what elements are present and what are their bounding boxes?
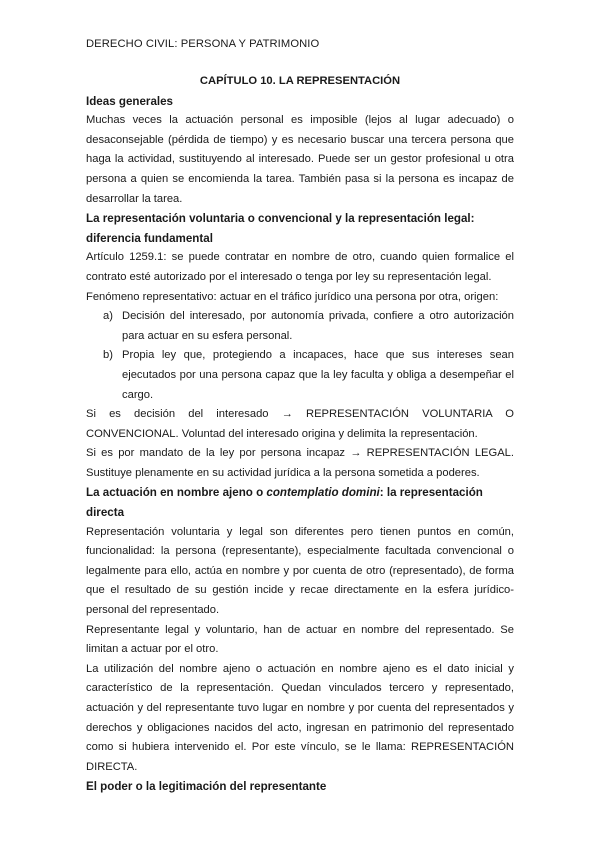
list-item-text: Propia ley que, protegiendo a incapaces, hace que sus intereses sean ejecutados por una persona capaz que la ley faculta y obliga a desempeñar el cargo.: [122, 349, 514, 401]
section-heading-poder: El poder o la legitimación del representante: [86, 780, 327, 794]
paragraph-actuacion-1: Representación voluntaria y legal son diferentes pero tienen puntos en común, funcionalidad: la persona (representante), especialmente facultada convencional o legalmente para ello, actúa en nombre y por cuenta de otro (representado), de forma que el resultado de su gestión incide y recae directamente en la esfera jurídico-personal del representado.: [86, 525, 514, 617]
heading-text: La actuación en nombre ajeno o: [86, 486, 267, 500]
paragraph-voluntaria-4: Si es por mandato de la ley por persona incapaz → REPRESENTACIÓN LEGAL. Sustituye plenamente en su actividad jurídica a la persona sometida a poderes.: [86, 447, 514, 479]
section-heading-actuacion: [86, 483, 514, 522]
paragraph-voluntaria-2: Fenómeno representativo: actuar en el tráfico jurídico una persona por otra, origen:: [86, 290, 499, 303]
list-item: [86, 307, 514, 346]
section-heading-voluntaria: La representación voluntaria o convencional y la representación legal: diferencia fundamental: [86, 212, 475, 245]
list-marker: b): [103, 349, 113, 362]
heading-text: : la representación directa: [86, 486, 483, 520]
section-heading-ideas: Ideas generales: [86, 94, 174, 108]
heading-emphasis: contemplatio domini: [266, 486, 380, 500]
list-item-text: Decisión del interesado, por autonomía privada, confiere a otro autorización para actuar en su esfera personal.: [122, 310, 514, 342]
paragraph-actuacion-3: La utilización del nombre ajeno o actuación en nombre ajeno es el dato inicial y característico de la representación. Quedan vinculados tercero y representado, actuación y del representante tuvo lugar en nombre y por cuenta del representados y derechos y obligaciones nacidos del acto, ingresan en patrimonio del representado como si hubiera intervenido el. Por este vínculo, se le llama: REPRESENTACIÓN DIRECTA.: [86, 662, 514, 773]
paragraph-ideas-1: Muchas veces la actuación personal es imposible (lejos al lugar adecuado) o desaconsejable (pérdida de tiempo) y es necesario buscar una tercera persona que haga la actividad, sustituyendo al interesado. Puede ser un gestor profesional u otra persona a quien se encomienda la tarea. También pasa si la persona es incapaz de desarrollar la tarea.: [86, 114, 514, 205]
paragraph-voluntaria-1: Artículo 1259.1: se puede contratar en nombre de otro, cuando quien formalice el contrato esté autorizado por el interesado o tenga por ley su representación legal.: [86, 251, 514, 283]
paragraph-voluntaria-3: Si es decisión del interesado → REPRESENTACIÓN VOLUNTARIA O CONVENCIONAL. Voluntad del interesado origina y delimita la representación.: [86, 408, 514, 440]
origin-list: [86, 307, 514, 405]
list-item: [86, 346, 514, 405]
paragraph-actuacion-2: Representante legal y voluntario, han de actuar en nombre del representado. Se limitan a actuar por el otro.: [86, 623, 514, 656]
list-marker: a): [103, 310, 113, 323]
document-content: [86, 72, 514, 797]
chapter-title: CAPÍTULO 10. LA REPRESENTACIÓN: [199, 75, 401, 87]
running-header: DERECHO CIVIL: PERSONA Y PATRIMONIO: [86, 38, 320, 50]
